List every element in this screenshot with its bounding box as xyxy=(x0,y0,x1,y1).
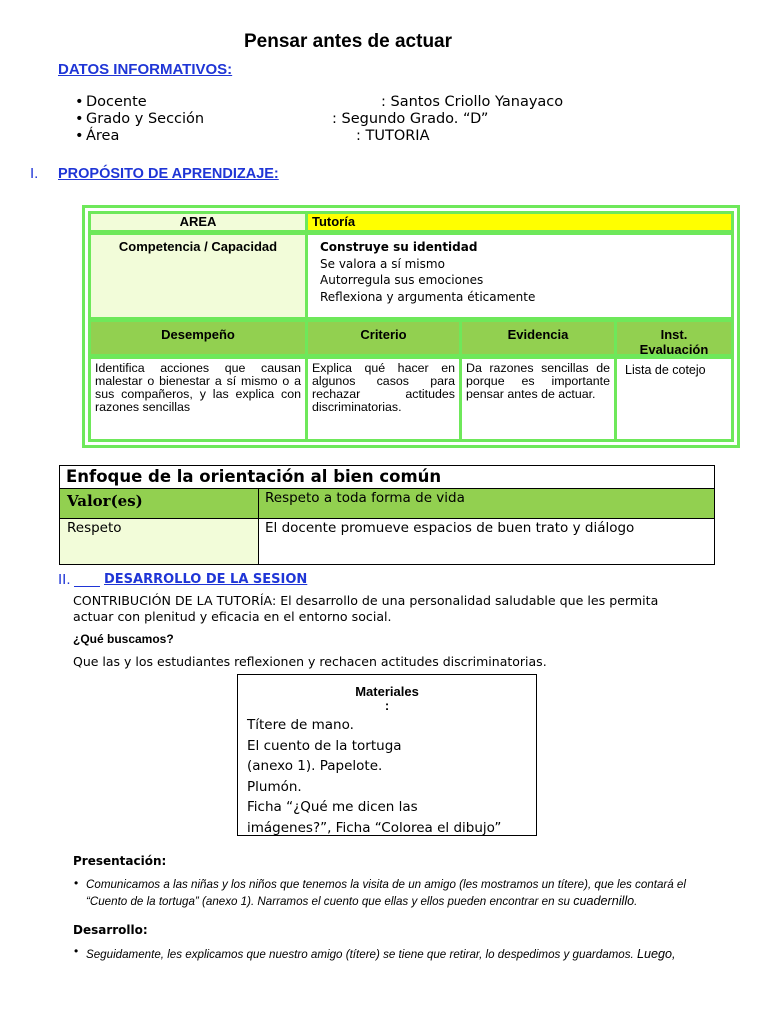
header-evidencia xyxy=(459,319,617,357)
area-value-cell xyxy=(305,211,734,233)
info-docente xyxy=(75,94,147,110)
competencia-label: Competencia / Capacidad xyxy=(118,239,278,254)
que-buscamos-text: Que las y los estudiantes reflexionen y rechacen actitudes discriminatorias. xyxy=(73,654,547,669)
datos-informativos-heading: DATOS INFORMATIVOS: xyxy=(58,61,233,78)
enfoque-table xyxy=(59,465,715,565)
capacidad-item: Se valora a sí mismo xyxy=(320,256,445,271)
materiales-box xyxy=(237,674,537,836)
divider xyxy=(258,488,259,564)
que-buscamos-label: ¿Qué buscamos? xyxy=(73,632,174,646)
info-label: Docente xyxy=(86,94,147,110)
material-item: imágenes?”, Ficha “Colorea el dibujo” xyxy=(247,819,502,836)
materiales-colon: : xyxy=(384,698,390,713)
info-grado xyxy=(75,111,205,127)
header-label: Evidencia xyxy=(507,327,569,342)
section-title-proposito: PROPÓSITO DE APRENDIZAJE: xyxy=(58,166,279,182)
section-number: II. xyxy=(58,571,71,588)
desarrollo-text-luego: Luego, xyxy=(637,947,676,961)
desarrollo-text-main: Seguidamente, les explicamos que nuestro amigo (títere) se tiene que retirar, lo despedimos y guardamos. xyxy=(86,948,637,961)
header-label: Inst. xyxy=(660,327,688,342)
valor-value: Respeto a toda forma de vida xyxy=(265,490,465,506)
contribucion-text: CONTRIBUCIÓN DE LA TUTORÍA: El desarrollo de una personalidad saludable que les permita actuar con plenitud y eficacia en el entorno social. xyxy=(73,593,659,624)
material-item: El cuento de la tortuga xyxy=(247,737,402,754)
header-inst-evaluacion xyxy=(614,319,734,357)
info-area xyxy=(75,128,120,144)
competencia-title: Construye su identidad xyxy=(320,240,478,254)
presentacion-text xyxy=(86,877,686,910)
underline-spacer xyxy=(74,572,100,587)
cuadernillo-word: cuadernillo xyxy=(573,894,635,908)
instrumento-cell: Lista de cotejo xyxy=(614,356,734,442)
material-item: Plumón. xyxy=(247,778,302,795)
presentacion-label: Presentación: xyxy=(73,854,167,868)
area-value: Tutoría xyxy=(312,214,356,229)
material-item: (anexo 1). Papelote. xyxy=(247,758,383,774)
presentacion-line-2 xyxy=(86,893,686,910)
material-item: Ficha “¿Qué me dicen las xyxy=(247,799,418,815)
respeto-value: El docente promueve espacios de buen trato y diálogo xyxy=(265,520,635,536)
competencia-label-cell xyxy=(88,232,308,320)
bullet-icon: • xyxy=(75,94,84,110)
valor-label: Valor(es) xyxy=(67,492,143,510)
section-number: I. xyxy=(30,165,39,182)
enfoque-title: Enfoque de la orientación al bien común xyxy=(66,467,442,486)
presentacion-line-2-text: “Cuento de la tortuga” (anexo 1). Narramos el cuento que ellas y ellos pueden encontrar en su xyxy=(86,895,574,908)
evidencia-cell: Da razones sencillas de porque es importante pensar antes de actuar. xyxy=(459,356,617,442)
capacidad-item: Autorregula sus emociones xyxy=(320,273,484,287)
info-label: Grado y Sección xyxy=(86,111,205,127)
header-criterio xyxy=(305,319,462,357)
respeto-label: Respeto xyxy=(67,520,122,536)
info-grado-value: : Segundo Grado. “D” xyxy=(332,111,489,127)
desarrollo-text xyxy=(86,946,706,963)
materiales-title: Materiales xyxy=(355,684,419,699)
info-docente-value: : Santos Criollo Yanayaco xyxy=(381,94,564,110)
header-label: Evaluación xyxy=(639,342,709,357)
info-area-value: : TUTORIA xyxy=(356,128,430,144)
capacidad-item: Reflexiona y argumenta éticamente xyxy=(320,289,536,304)
competencia-value-cell xyxy=(305,232,734,320)
area-label: AREA xyxy=(179,214,217,229)
bullet-icon: • xyxy=(74,944,79,958)
divider xyxy=(60,488,714,489)
divider xyxy=(60,518,714,519)
criterio-cell: Explica qué hacer en algunos casos para rechazar actitudes discriminatorias. xyxy=(305,356,462,442)
page-title: Pensar antes de actuar xyxy=(243,31,453,52)
area-table xyxy=(82,205,740,448)
presentacion-line-1: Comunicamos a las niñas y los niños que tenemos la visita de un amigo (les mostramos un títere), que les contará el xyxy=(86,878,686,891)
bullet-icon: • xyxy=(74,876,79,890)
desarrollo-label: Desarrollo: xyxy=(73,923,148,937)
header-label: Desempeño xyxy=(161,327,235,342)
section-title-desarrollo: DESARROLLO DE LA SESION xyxy=(104,572,308,587)
info-label: Área xyxy=(86,128,120,144)
bullet-icon: • xyxy=(75,111,84,127)
header-desempeno xyxy=(88,319,308,357)
desempeno-cell: Identifica acciones que causan malestar o bienestar a sí mismo o a sus compañeros, y las explica con razones sencillas xyxy=(88,356,308,442)
area-label-cell xyxy=(88,211,308,233)
bullet-icon: • xyxy=(75,128,84,144)
header-label: Criterio xyxy=(360,327,407,342)
presentacion-line-2-end: . xyxy=(634,895,638,908)
material-item: Títere de mano. xyxy=(247,717,354,733)
